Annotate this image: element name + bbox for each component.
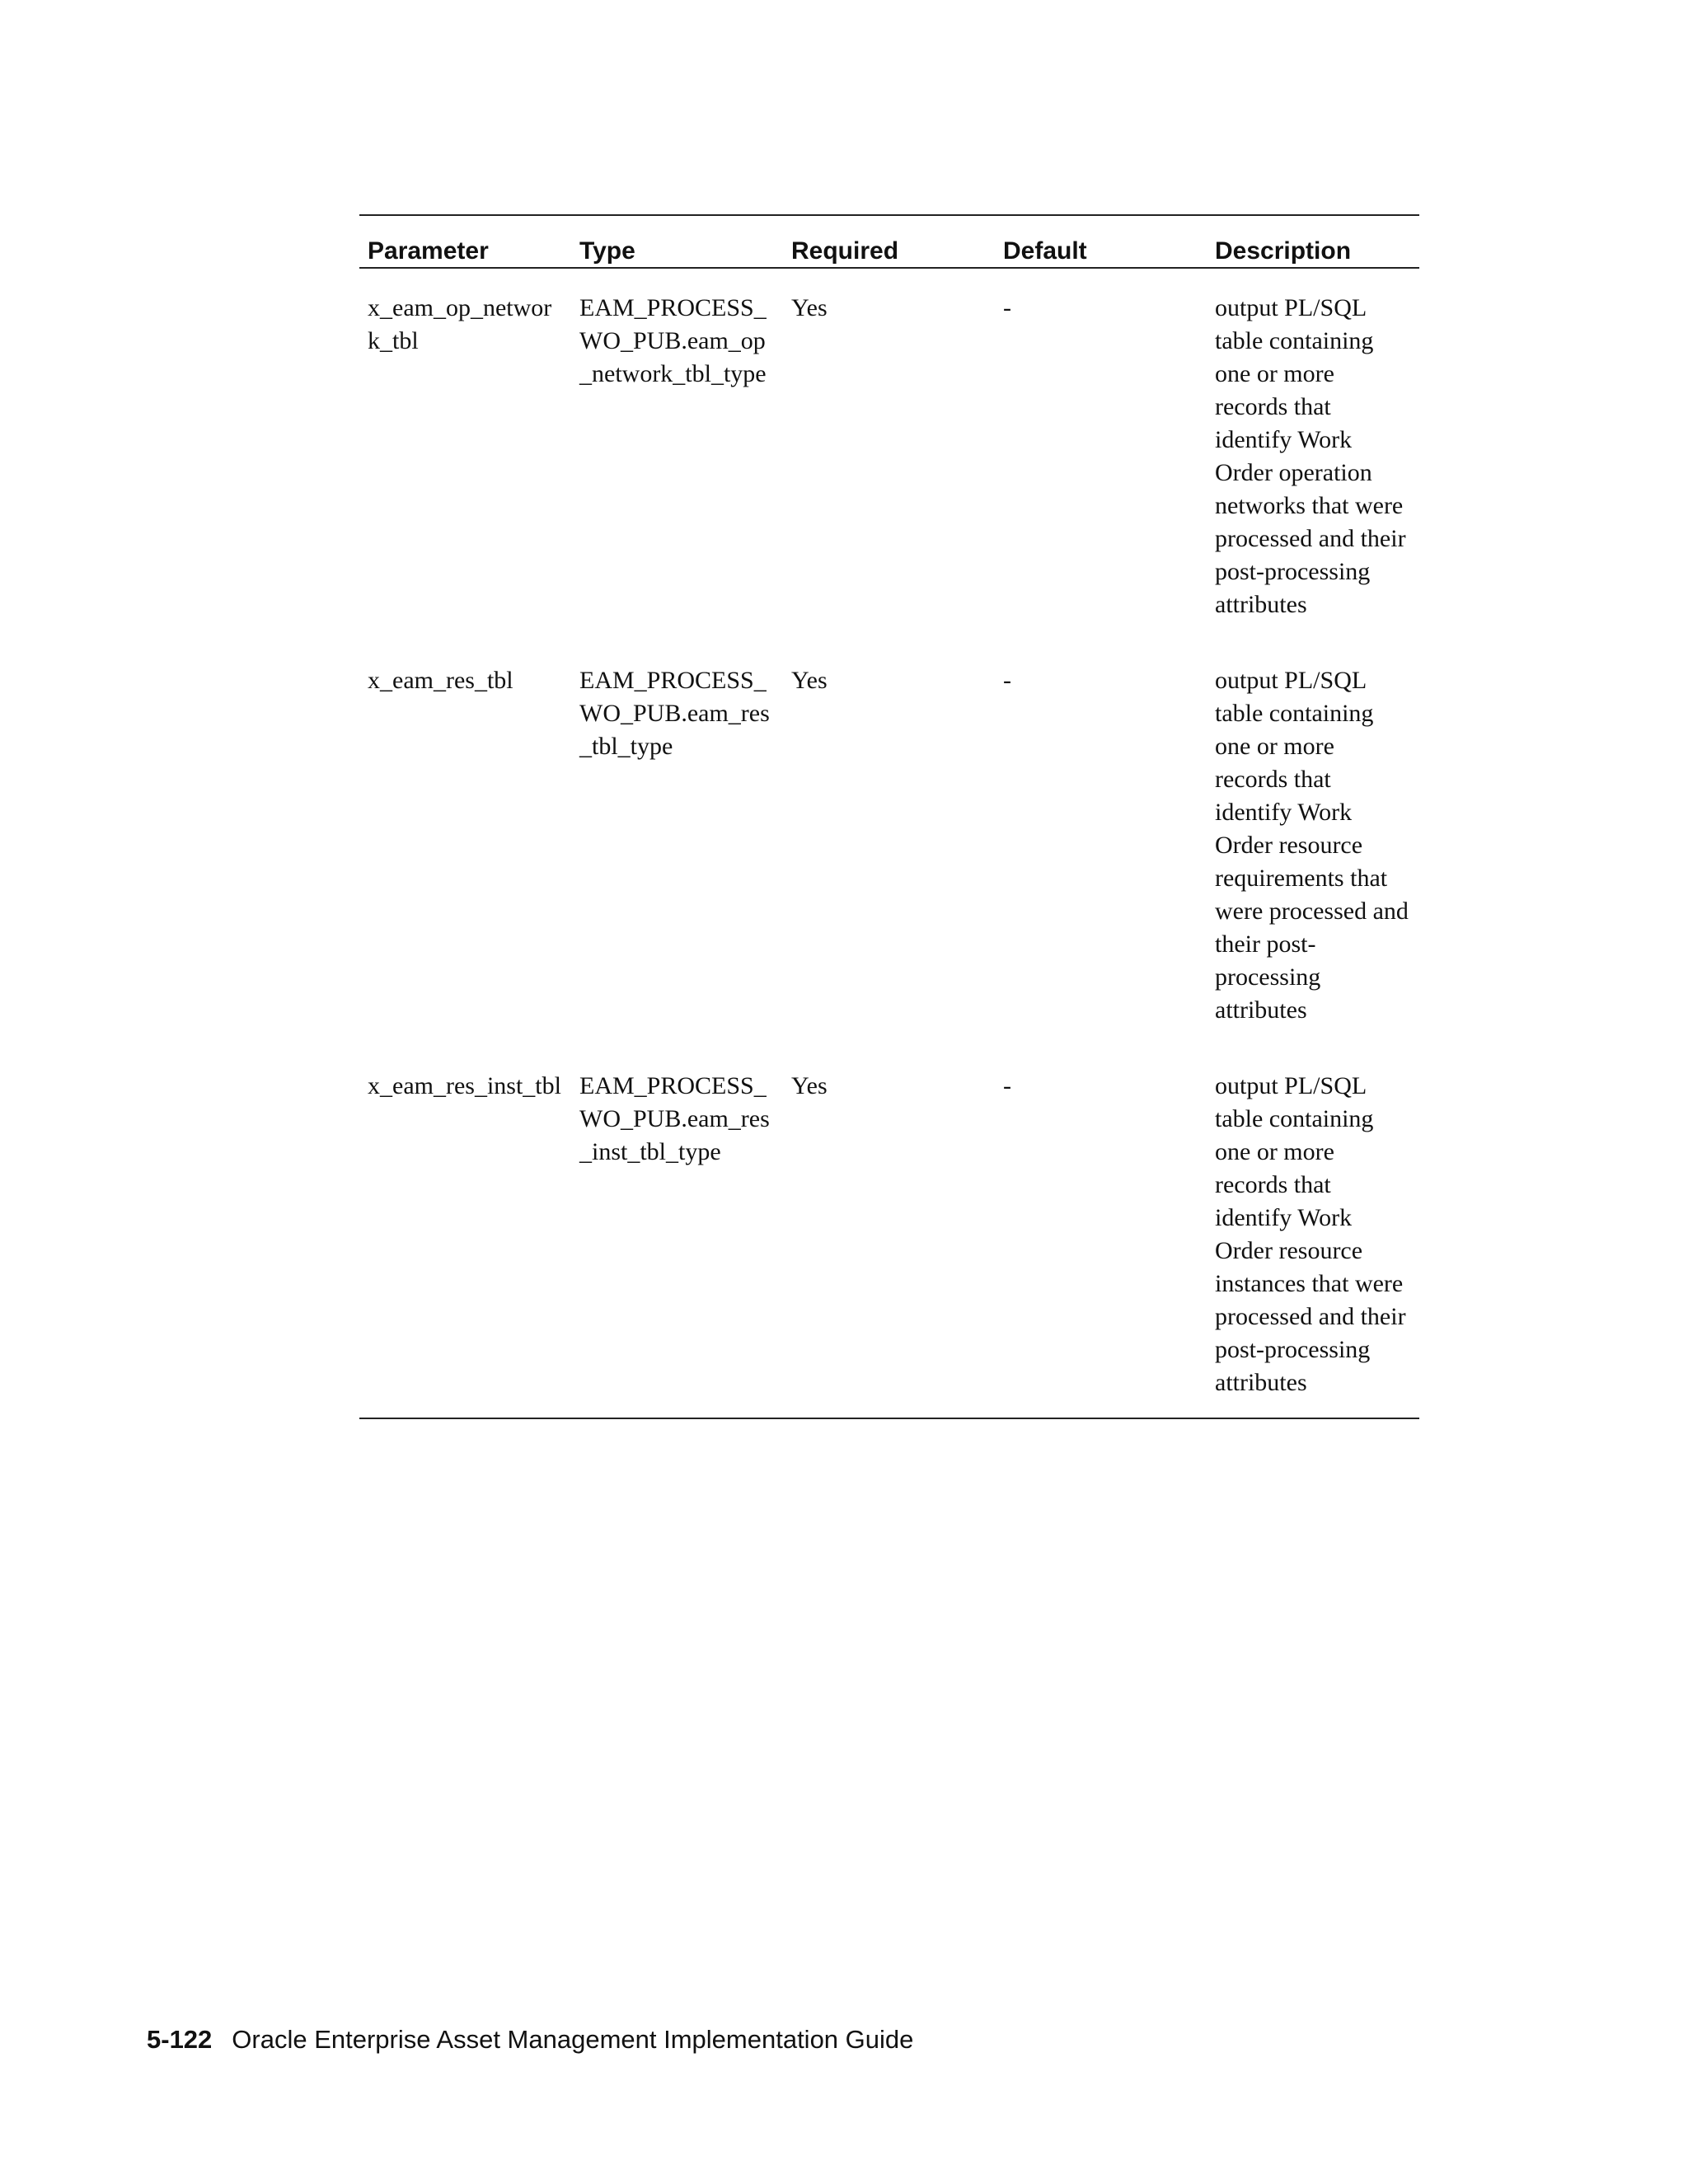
cell-parameter: x_eam_res_tbl	[368, 667, 513, 694]
table-row	[359, 664, 1419, 1070]
header-type: Type	[579, 237, 635, 265]
cell-type: EAM_PROCESS_WO_PUB.eam_op_network_tbl_type	[579, 294, 767, 387]
table-row	[359, 1070, 1419, 1418]
header-parameter: Parameter	[368, 237, 489, 265]
cell-description: output PL/SQL table containing one or more records that identify Work Order operation networks that were processed and their post-processing attributes	[1215, 294, 1413, 618]
cell-description: output PL/SQL table containing one or more records that identify Work Order resource instances that were processed and their post-processing attributes	[1215, 1072, 1413, 1396]
cell-description: output PL/SQL table containing one or more records that identify Work Order resource requirements that were processed and their post-processing attributes	[1215, 667, 1415, 1024]
table-row	[359, 268, 1419, 664]
cell-default: -	[1003, 667, 1011, 694]
cell-default: -	[1003, 294, 1011, 321]
cell-default: -	[1003, 1072, 1011, 1099]
cell-parameter: x_eam_res_inst_tbl	[368, 1072, 561, 1099]
cell-required: Yes	[791, 1072, 828, 1099]
cell-required: Yes	[791, 667, 828, 694]
page-footer	[147, 2025, 913, 2055]
cell-type: EAM_PROCESS_WO_PUB.eam_res_tbl_type	[579, 667, 770, 760]
cell-parameter: x_eam_op_network_tbl	[368, 294, 552, 354]
table-header-row	[359, 215, 1419, 268]
header-default: Default	[1003, 237, 1087, 265]
cell-type: EAM_PROCESS_WO_PUB.eam_res_inst_tbl_type	[579, 1072, 770, 1165]
guide-title: Oracle Enterprise Asset Management Implementation Guide	[232, 2025, 914, 2054]
parameter-table	[359, 214, 1419, 1419]
page-number: 5-122	[147, 2025, 213, 2054]
header-required: Required	[791, 237, 899, 265]
cell-required: Yes	[791, 294, 828, 321]
header-description: Description	[1215, 237, 1352, 265]
